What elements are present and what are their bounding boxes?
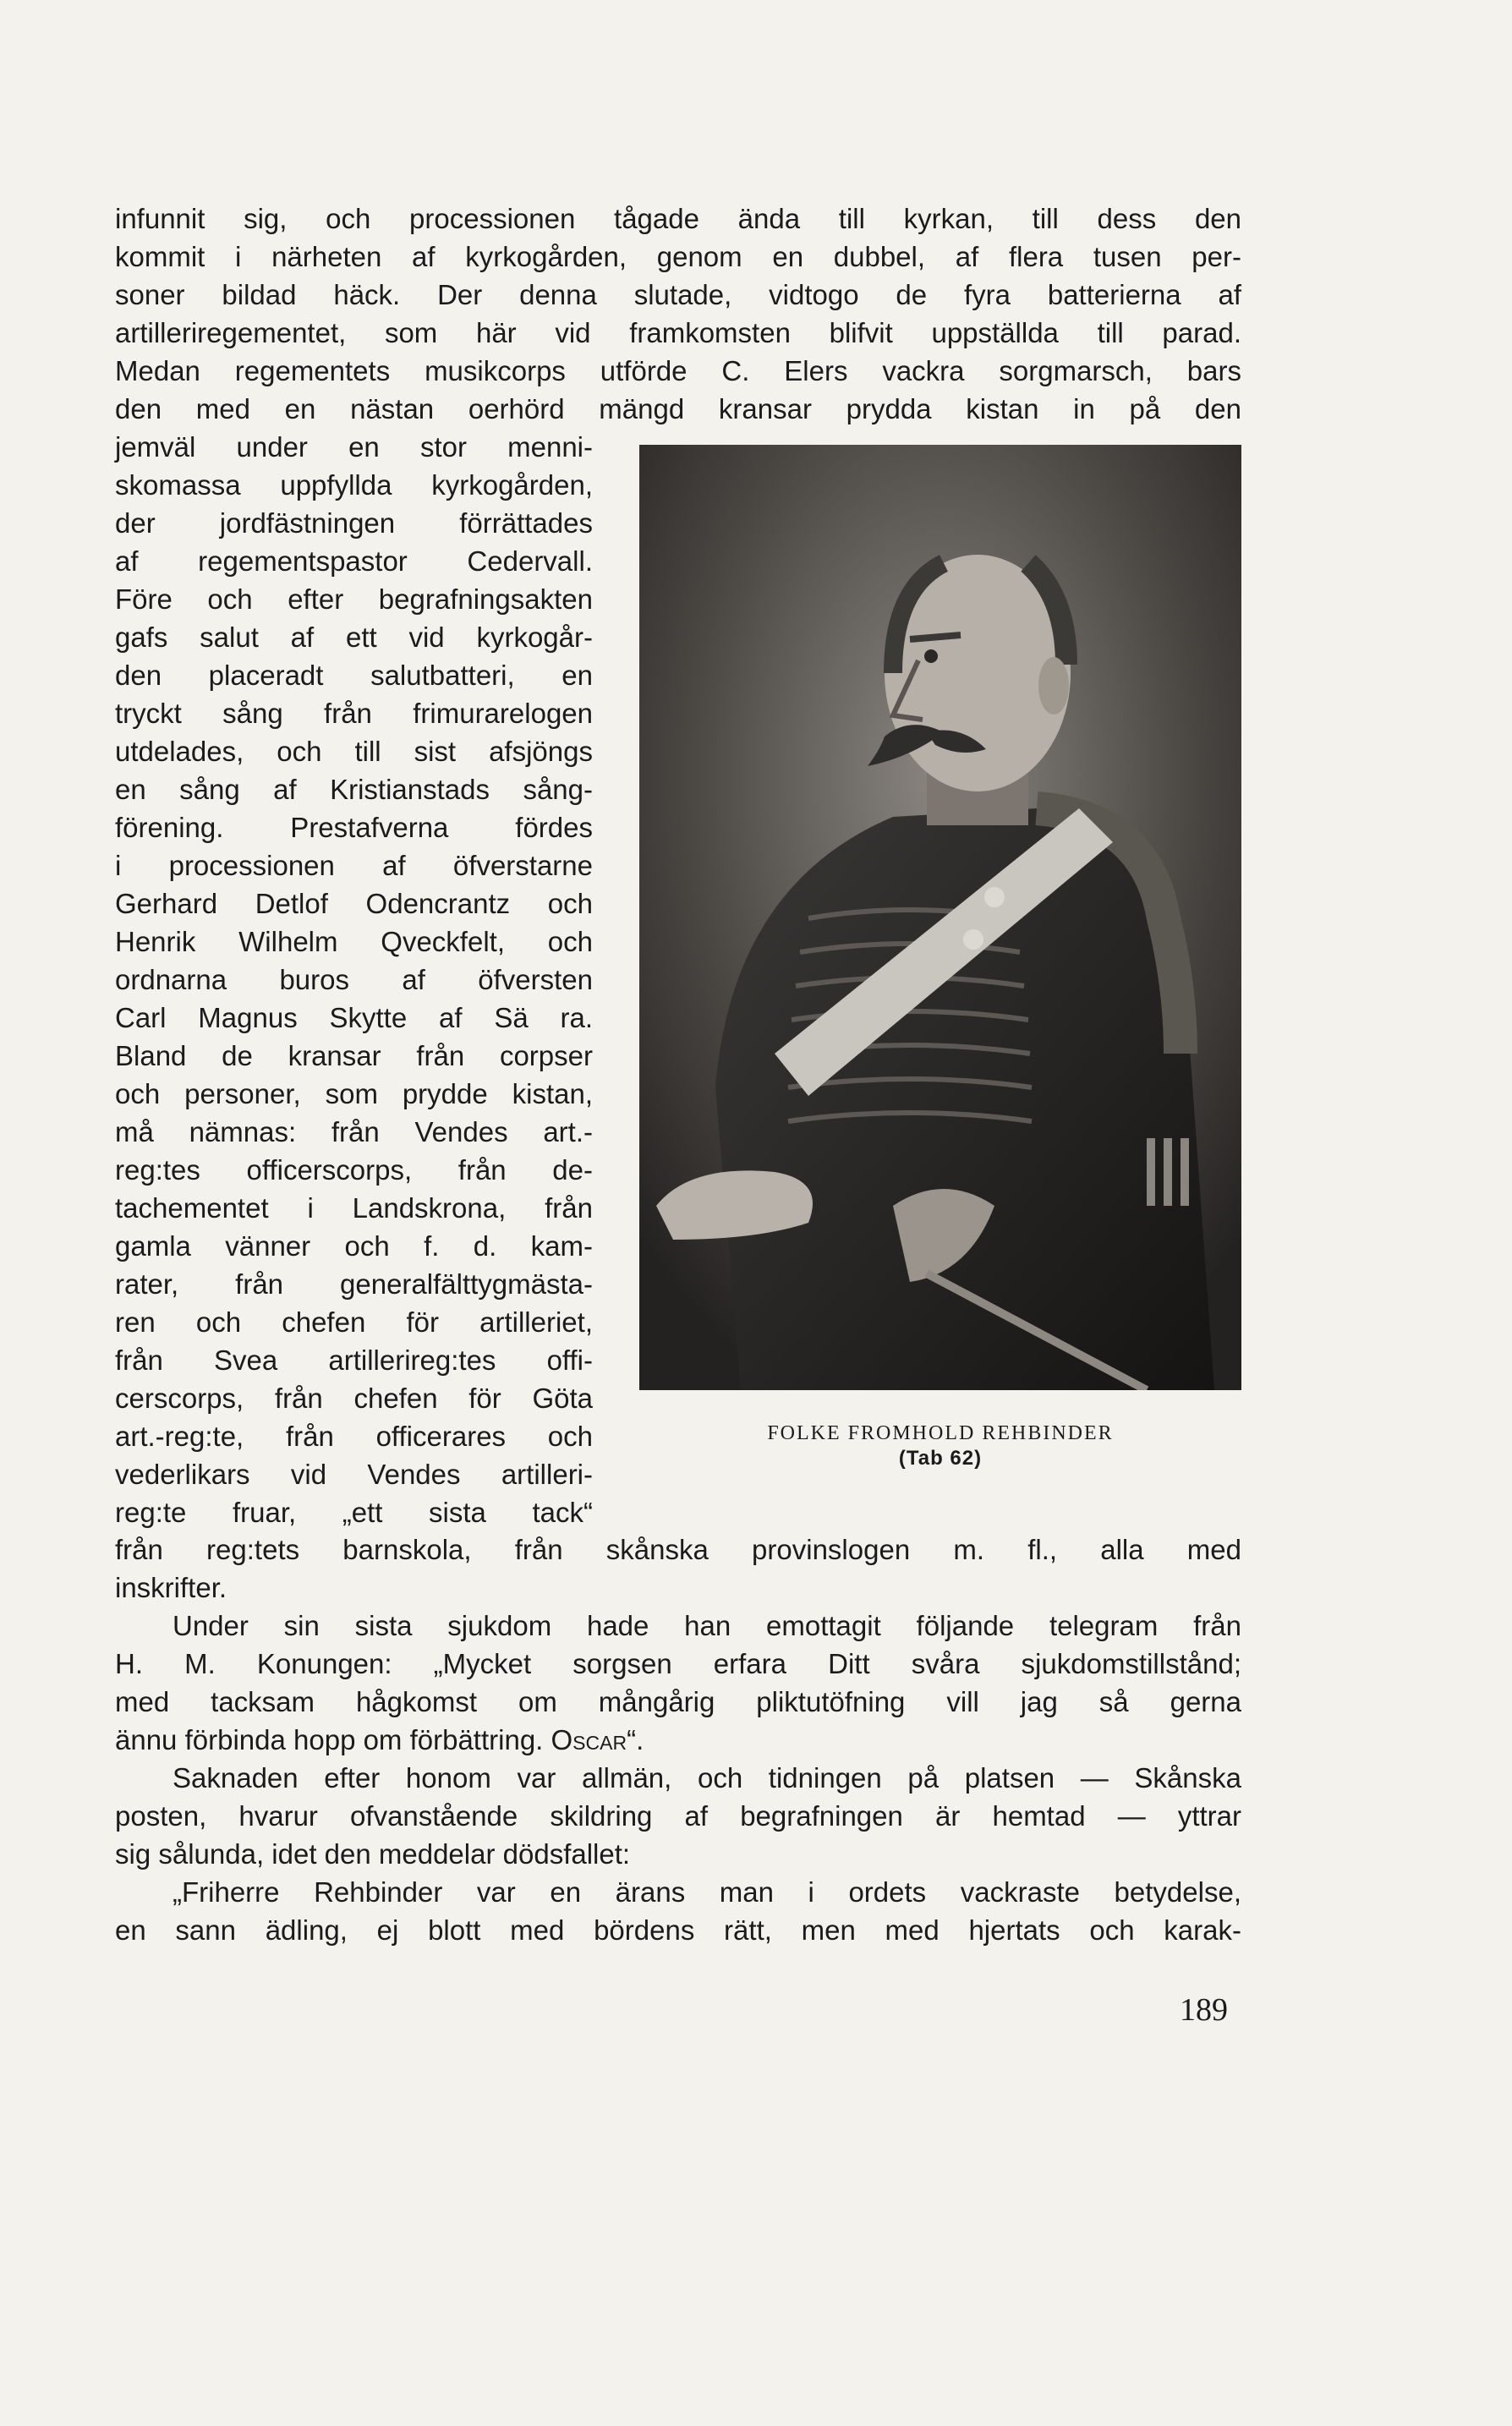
caption-name: FOLKE FROMHOLD REHBINDER [767,1422,1114,1444]
text-line: en sann ädling, ej blott med bördens rätt, men med hjertats och karak- [115,1914,1241,1946]
text-line: utdelades, och till sist afsjöngs [115,736,593,767]
text-line: Medan regementets musikcorps utförde C. Elers vackra sorgmarsch, bars [115,355,1241,386]
text-line: i processionen af öfverstarne [115,850,593,881]
text-line: inskrifter. [115,1572,227,1603]
text-line: infunnit sig, och processionen tågade ända till kyrkan, till dess den [115,203,1241,234]
portrait-figure [639,445,1241,1471]
after-wrap-paragraph [115,1531,1241,1607]
text-line: ren och chefen för artilleriet, [115,1306,593,1338]
text-line: rater, från generalfälttygmästa- [115,1268,593,1300]
text-line: soner bildad häck. Der denna slutade, vidtogo de fyra batterierna af [115,279,1241,310]
text-line: „Friherre Rehbinder var en ärans man i ordets vackraste betydelse, [173,1876,1241,1908]
text-line: af regementspastor Cedervall. [115,545,593,577]
text-line: gafs salut af ett vid kyrkogår- [115,622,593,653]
signature-end: “. [627,1724,644,1755]
text-line: sig sålunda, idet den meddelar dödsfallet: [115,1838,631,1870]
text-line: jemväl under en stor menni- [115,431,593,463]
text-line: en sång af Kristianstads sång- [115,774,593,805]
text-line: Under sin sista sjukdom hade han emottagit följande telegram från [173,1610,1241,1641]
text-line: tachementet i Landskrona, från [115,1192,593,1224]
text-line [115,1721,1241,1759]
text-line: ordnarna buros af öfversten [115,964,593,995]
text-line: förening. Prestafverna fördes [115,812,593,843]
text-line: skomassa uppfyllda kyrkogården, [115,469,593,501]
wrapped-text-column [115,428,593,1531]
figure-caption [639,1421,1241,1471]
text-line: från reg:tets barnskola, från skånska provinslogen m. fl., alla med [115,1534,1241,1565]
text-line: den placeradt salutbatteri, en [115,660,593,691]
text-line: den med en nästan oerhörd mängd kransar prydda kistan in på den [115,393,1241,424]
text-line: med tacksam hågkomst om mångårig pliktutöfning vill jag så gerna [115,1686,1241,1717]
text-line: artilleriregementet, som här vid framkomsten blifvit uppställda till parad. [115,317,1241,348]
text-line: Bland de kransar från corpser [115,1040,593,1071]
wrapped-section [115,428,1241,1531]
text-line: posten, hvarur ofvanstående skildring af begrafningen är hemtad — yttrar [115,1800,1241,1832]
text-line: gamla vänner och f. d. kam- [115,1230,593,1262]
portrait-illustration [639,445,1241,1390]
caption-plate: (Tab 62) [898,1447,983,1470]
text-line: Gerhard Detlof Odencrantz och [115,888,593,919]
text-line: tryckt sång från frimurarelogen [115,698,593,729]
text-line: Henrik Wilhelm Qveckfelt, och [115,926,593,957]
text-line: från Svea artillerireg:tes offi- [115,1344,593,1376]
text-line-body: ännu förbinda hopp om förbättring. [115,1724,544,1755]
text-line: H. M. Konungen: „Mycket sorgsen erfara Ditt svåra sjukdomstillstånd; [115,1648,1241,1679]
text-line: reg:tes officerscorps, från de- [115,1154,593,1186]
top-paragraph [115,200,1241,428]
text-line: cerscorps, från chefen för Göta [115,1383,593,1414]
page-number: 189 [1180,1992,1228,2028]
signature: Oscar [551,1724,627,1755]
quote-paragraph [115,1873,1241,1949]
text-line: Före och efter begrafningsakten [115,583,593,615]
telegram-paragraph [115,1607,1241,1759]
text-line: må nämnas: från Vendes art.- [115,1116,593,1147]
text-line: Carl Magnus Skytte af Sä ra. [115,1002,593,1033]
text-line: Saknaden efter honom var allmän, och tidningen på platsen — Skånska [173,1762,1241,1793]
text-line: der jordfästningen förrättades [115,507,593,539]
text-line: reg:te fruar, „ett sista tack“ [115,1497,593,1528]
newspaper-paragraph [115,1759,1241,1873]
page-body [115,200,1241,1949]
portrait-photo [639,445,1241,1390]
text-line: kommit i närheten af kyrkogården, genom en dubbel, af flera tusen per- [115,241,1241,272]
text-line: vederlikars vid Vendes artilleri- [115,1459,593,1490]
text-line: och personer, som prydde kistan, [115,1078,593,1109]
text-line: art.-reg:te, från officerares och [115,1421,593,1452]
